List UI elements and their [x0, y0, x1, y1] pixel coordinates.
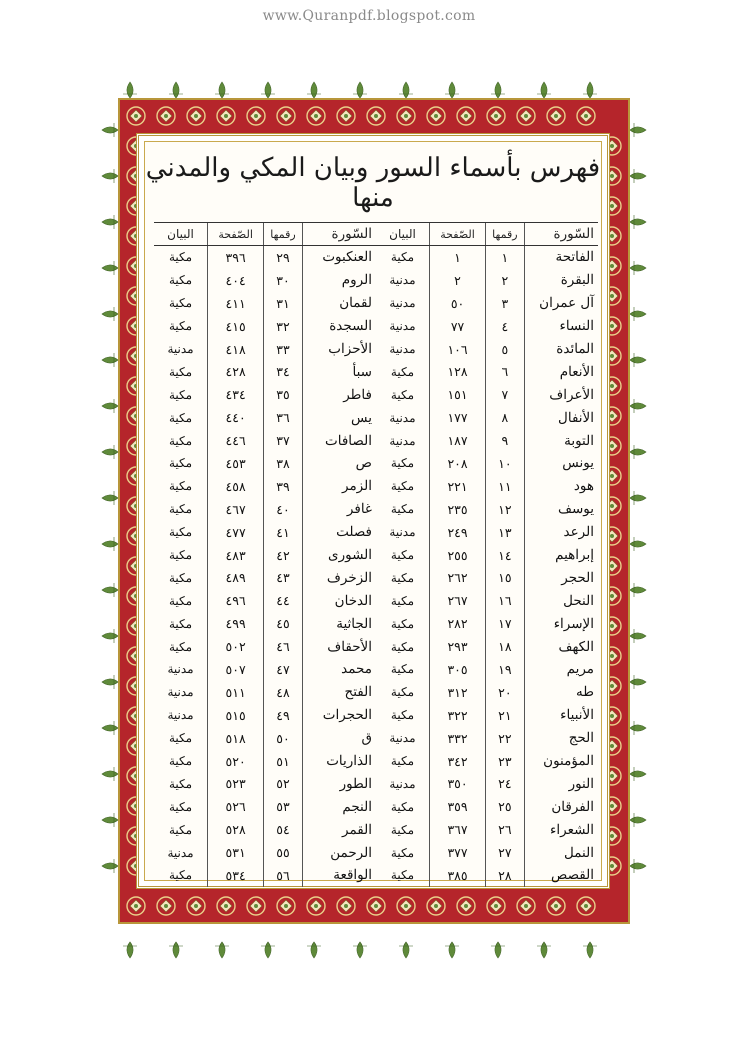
- surah-name: الأحقاف: [327, 638, 372, 655]
- surah-number: ١٥: [486, 566, 525, 589]
- surah-name: الرحمن: [330, 844, 372, 861]
- surah-type: مكية: [154, 498, 208, 521]
- surah-name: المؤمنون: [543, 753, 594, 770]
- surah-type: مكية: [154, 383, 208, 406]
- surah-type: مكية: [376, 452, 429, 475]
- surah-name: الرعد: [563, 524, 594, 541]
- surah-number: ٢٤: [486, 772, 525, 795]
- table-row: [154, 566, 376, 589]
- surah-name: الكهف: [558, 638, 594, 655]
- surah-type: مدنية: [376, 406, 429, 429]
- surah-name: الأعراف: [549, 386, 594, 403]
- surah-name: الفاتحة: [555, 249, 594, 266]
- surah-name: القصص: [551, 867, 594, 884]
- surah-number: ٤٢: [264, 544, 303, 567]
- table-row: [154, 658, 376, 681]
- surah-type: مكية: [376, 635, 429, 658]
- surah-number: ٣: [486, 292, 525, 315]
- surah-name: الإسراء: [553, 615, 594, 632]
- surah-page: ١: [429, 246, 485, 269]
- surah-name: السجدة: [329, 318, 372, 335]
- table-row: [376, 429, 598, 452]
- surah-number: ١٤: [486, 544, 525, 567]
- surah-number: ٤٨: [264, 681, 303, 704]
- table-row: [154, 864, 376, 887]
- surah-number: ٣٠: [264, 269, 303, 292]
- surah-page: ٤٩٦: [208, 589, 264, 612]
- table-row: [154, 681, 376, 704]
- table-row: [376, 818, 598, 841]
- surah-page: ١٥١: [429, 383, 485, 406]
- surah-number: ٢٦: [486, 818, 525, 841]
- surah-number: ٥٦: [264, 864, 303, 887]
- surah-number: ٢٥: [486, 795, 525, 818]
- table-row: [376, 727, 598, 750]
- surah-type: مكية: [154, 772, 208, 795]
- surah-page: ٣٦٧: [429, 818, 485, 841]
- table-row: [154, 383, 376, 406]
- surah-page: ٣٢٢: [429, 704, 485, 727]
- surah-number: ١٦: [486, 589, 525, 612]
- surah-type: مكية: [154, 750, 208, 773]
- surah-number: ٣٣: [264, 338, 303, 361]
- surah-type: مكية: [154, 269, 208, 292]
- surah-name: لقمان: [339, 295, 372, 312]
- surah-number: ٢٢: [486, 727, 525, 750]
- table-row: [376, 498, 598, 521]
- table-row: [376, 475, 598, 498]
- surah-name: ق: [361, 730, 372, 747]
- surah-page: ٣٩٦: [208, 246, 264, 269]
- surah-name: سبأ: [352, 363, 372, 380]
- surah-number: ٢٩: [264, 246, 303, 269]
- table-row: [154, 452, 376, 475]
- table-row: [376, 544, 598, 567]
- surah-page: ٥١٥: [208, 704, 264, 727]
- surah-name: الفتح: [344, 684, 372, 701]
- surah-name: الدخان: [334, 592, 372, 609]
- surah-name: الذاريات: [326, 753, 372, 770]
- column-header-page: الصّفحة: [429, 223, 485, 246]
- surah-name: الأحزاب: [328, 341, 372, 357]
- table-row: [154, 498, 376, 521]
- table-row: [376, 704, 598, 727]
- surah-name: يونس: [562, 455, 594, 472]
- surah-number: ٥٥: [264, 841, 303, 864]
- surah-number: ٤٠: [264, 498, 303, 521]
- surah-table-right: [376, 222, 598, 882]
- surah-number: ٣٥: [264, 383, 303, 406]
- surah-type: مكية: [154, 360, 208, 383]
- surah-page: ٤١٥: [208, 315, 264, 338]
- surah-page: ٥١١: [208, 681, 264, 704]
- surah-page: ٢٦٧: [429, 589, 485, 612]
- surah-name: طه: [576, 684, 594, 701]
- surah-type: مكية: [154, 521, 208, 544]
- surah-type: مكية: [154, 475, 208, 498]
- surah-name: يس: [351, 409, 372, 426]
- surah-number: ١٣: [486, 521, 525, 544]
- table-row: [154, 635, 376, 658]
- surah-page: ٢٨٢: [429, 612, 485, 635]
- surah-number: ١٢: [486, 498, 525, 521]
- surah-page: ٤٥٣: [208, 452, 264, 475]
- surah-name: النساء: [559, 318, 594, 335]
- surah-page: ١٧٧: [429, 406, 485, 429]
- column-header-surah: السّورة: [302, 223, 376, 246]
- surah-number: ٣٩: [264, 475, 303, 498]
- surah-type: مكية: [376, 566, 429, 589]
- surah-type: مكية: [154, 452, 208, 475]
- surah-number: ١١: [486, 475, 525, 498]
- surah-type: مكية: [376, 383, 429, 406]
- surah-page: ١٨٧: [429, 429, 485, 452]
- surah-type: مكية: [376, 864, 429, 887]
- surah-number: ٢٨: [486, 864, 525, 887]
- surah-page: ٥٠٢: [208, 635, 264, 658]
- surah-name: يوسف: [557, 501, 594, 518]
- surah-number: ٤١: [264, 521, 303, 544]
- surah-page: ٥٢٨: [208, 818, 264, 841]
- surah-name: النجم: [342, 798, 372, 815]
- surah-name: الصافات: [325, 432, 372, 449]
- surah-type: مكية: [376, 795, 429, 818]
- surah-type: مكية: [376, 750, 429, 773]
- table-row: [376, 589, 598, 612]
- surah-name: مريم: [566, 661, 594, 678]
- surah-name: المائدة: [556, 341, 594, 357]
- surah-number: ٨: [486, 406, 525, 429]
- surah-type: مدنية: [154, 338, 208, 361]
- surah-type: مكية: [376, 475, 429, 498]
- table-row: [376, 406, 598, 429]
- table-header-row: [154, 223, 376, 246]
- surah-page: ٥٢٠: [208, 750, 264, 773]
- table-row: [376, 292, 598, 315]
- table-row: [154, 475, 376, 498]
- table-row: [154, 292, 376, 315]
- surah-number: ٦: [486, 360, 525, 383]
- table-row: [376, 795, 598, 818]
- surah-name: القمر: [342, 821, 372, 838]
- surah-name: الشعراء: [550, 821, 594, 838]
- surah-type: مكية: [154, 795, 208, 818]
- surah-type: مكية: [376, 818, 429, 841]
- surah-number: ١٧: [486, 612, 525, 635]
- surah-name: الزخرف: [326, 569, 372, 586]
- surah-page: ٤٨٩: [208, 566, 264, 589]
- surah-type: مكية: [154, 246, 208, 269]
- table-row: [376, 315, 598, 338]
- surah-type: مكية: [154, 406, 208, 429]
- surah-number: ٤٣: [264, 566, 303, 589]
- surah-number: ٥٠: [264, 727, 303, 750]
- surah-name: الحج: [568, 730, 594, 747]
- surah-type: مكية: [376, 841, 429, 864]
- surah-page: ٣٥٠: [429, 772, 485, 795]
- table-row: [154, 704, 376, 727]
- table-row: [376, 681, 598, 704]
- surah-name: فصلت: [336, 524, 372, 541]
- column-header-type: البيان: [154, 223, 208, 246]
- table-row: [376, 246, 598, 269]
- surah-number: ٤٥: [264, 612, 303, 635]
- surah-page: ٥٠: [429, 292, 485, 315]
- surah-name: الأنعام: [559, 363, 594, 380]
- table-row: [154, 750, 376, 773]
- surah-number: ٤: [486, 315, 525, 338]
- surah-name: الحجر: [561, 569, 594, 586]
- surah-name: فاطر: [343, 386, 372, 403]
- surah-name: الأنبياء: [560, 707, 594, 724]
- surah-page: ٣٨٥: [429, 864, 485, 887]
- table-row: [376, 383, 598, 406]
- surah-page: ١٢٨: [429, 360, 485, 383]
- surah-type: مدنية: [376, 338, 429, 361]
- table-row: [376, 452, 598, 475]
- surah-number: ١٠: [486, 452, 525, 475]
- surah-number: ٤٧: [264, 658, 303, 681]
- table-row: [376, 772, 598, 795]
- surah-type: مكية: [376, 681, 429, 704]
- surah-page: ٢٩٣: [429, 635, 485, 658]
- surah-type: مكية: [376, 658, 429, 681]
- table-row: [154, 589, 376, 612]
- table-row: [154, 841, 376, 864]
- page-title: فهرس بأسماء السور وبيان المكي والمدني منها: [145, 153, 601, 213]
- table-row: [154, 818, 376, 841]
- surah-number: ٤٦: [264, 635, 303, 658]
- surah-page: ٥١٨: [208, 727, 264, 750]
- table-row: [154, 406, 376, 429]
- surah-page: ٥٢٣: [208, 772, 264, 795]
- surah-number: ٣٨: [264, 452, 303, 475]
- surah-type: مكية: [154, 635, 208, 658]
- table-row: [376, 864, 598, 887]
- surah-type: مدنية: [376, 315, 429, 338]
- surah-number: ٥٢: [264, 772, 303, 795]
- surah-page: ٢٣٥: [429, 498, 485, 521]
- surah-type: مكية: [154, 589, 208, 612]
- surah-name: الطور: [339, 775, 372, 792]
- surah-type: مكية: [154, 292, 208, 315]
- surah-name: الجاثية: [336, 615, 372, 632]
- table-row: [154, 544, 376, 567]
- table-row: [376, 521, 598, 544]
- surah-page: ٣٤٢: [429, 750, 485, 773]
- table-header-row: [376, 223, 598, 246]
- surah-page: ١٠٦: [429, 338, 485, 361]
- surah-page: ٤١١: [208, 292, 264, 315]
- surah-number: ٣٧: [264, 429, 303, 452]
- surah-page: ٧٧: [429, 315, 485, 338]
- surah-page: ٥٣١: [208, 841, 264, 864]
- table-row: [376, 338, 598, 361]
- surah-type: مكية: [154, 315, 208, 338]
- table-row: [154, 360, 376, 383]
- surah-page: ٣٧٧: [429, 841, 485, 864]
- surah-type: مكية: [154, 544, 208, 567]
- surah-type: مدنية: [376, 727, 429, 750]
- surah-name: محمد: [341, 661, 372, 678]
- surah-number: ٤٩: [264, 704, 303, 727]
- surah-name: ص: [355, 455, 372, 472]
- column-header-number: رقمها: [486, 223, 525, 246]
- surah-type: مكية: [376, 544, 429, 567]
- table-row: [154, 269, 376, 292]
- surah-page: ٥٠٧: [208, 658, 264, 681]
- surah-page: ٥٢٦: [208, 795, 264, 818]
- table-row: [154, 521, 376, 544]
- surah-number: ١: [486, 246, 525, 269]
- surah-page: ٤٣٤: [208, 383, 264, 406]
- surah-page: ٢٢١: [429, 475, 485, 498]
- surah-type: مدنية: [376, 292, 429, 315]
- surah-number: ١٨: [486, 635, 525, 658]
- surah-name: إبراهيم: [555, 547, 594, 564]
- surah-number: ٢٣: [486, 750, 525, 773]
- surah-name: النور: [568, 775, 594, 792]
- table-row: [376, 658, 598, 681]
- table-row: [154, 727, 376, 750]
- surah-number: ٢: [486, 269, 525, 292]
- surah-page: ٤٠٤: [208, 269, 264, 292]
- surah-type: مكية: [376, 704, 429, 727]
- surah-type: مكية: [154, 818, 208, 841]
- surah-number: ٩: [486, 429, 525, 452]
- surah-page: ٤١٨: [208, 338, 264, 361]
- surah-name: الأنفال: [558, 409, 594, 426]
- surah-name: هود: [573, 478, 594, 495]
- surah-number: ٥: [486, 338, 525, 361]
- surah-type: مدنية: [376, 269, 429, 292]
- surah-type: مكية: [376, 589, 429, 612]
- surah-number: ٤٤: [264, 589, 303, 612]
- table-row: [154, 795, 376, 818]
- surah-number: ٢٠: [486, 681, 525, 704]
- surah-name: الشورى: [328, 547, 372, 564]
- surah-type: مدنية: [154, 841, 208, 864]
- table-row: [154, 772, 376, 795]
- surah-type: مدنية: [154, 704, 208, 727]
- surah-name: العنكبوت: [322, 249, 372, 266]
- surah-page: ٤٢٨: [208, 360, 264, 383]
- surah-type: مكية: [376, 612, 429, 635]
- surah-name: آل عمران: [539, 295, 594, 312]
- table-row: [154, 429, 376, 452]
- surah-name: الفرقان: [551, 798, 594, 815]
- table-row: [376, 360, 598, 383]
- surah-type: مدنية: [376, 429, 429, 452]
- table-row: [376, 566, 598, 589]
- surah-number: ١٩: [486, 658, 525, 681]
- surah-page: ٢٠٨: [429, 452, 485, 475]
- surah-page: ٣٠٥: [429, 658, 485, 681]
- surah-type: مكية: [154, 612, 208, 635]
- surah-number: ٥٤: [264, 818, 303, 841]
- table-row: [376, 269, 598, 292]
- surah-page: ٤٩٩: [208, 612, 264, 635]
- surah-page: ٤٨٣: [208, 544, 264, 567]
- surah-type: مكية: [154, 864, 208, 887]
- surah-page: ٢: [429, 269, 485, 292]
- surah-type: مدنية: [154, 658, 208, 681]
- surah-type: مكية: [376, 246, 429, 269]
- surah-name: الزمر: [342, 478, 372, 495]
- surah-name: التوبة: [564, 432, 594, 449]
- surah-page: ٤٦٧: [208, 498, 264, 521]
- surah-name: البقرة: [560, 272, 594, 289]
- surah-number: ٥١: [264, 750, 303, 773]
- surah-type: مكية: [154, 727, 208, 750]
- surah-page: ٣٥٩: [429, 795, 485, 818]
- column-header-page: الصّفحة: [208, 223, 264, 246]
- surah-page: ٢٥٥: [429, 544, 485, 567]
- surah-name: الحجرات: [322, 707, 372, 724]
- surah-page: ٢٦٢: [429, 566, 485, 589]
- surah-number: ٣٤: [264, 360, 303, 383]
- surah-page: ٥٣٤: [208, 864, 264, 887]
- surah-page: ٤٥٨: [208, 475, 264, 498]
- surah-number: ٣٢: [264, 315, 303, 338]
- table-row: [376, 612, 598, 635]
- surah-page: ٣١٢: [429, 681, 485, 704]
- table-row: [154, 612, 376, 635]
- surah-page: ٤٤٦: [208, 429, 264, 452]
- surah-name: النمل: [564, 844, 594, 861]
- surah-number: ٣٦: [264, 406, 303, 429]
- surah-name: الروم: [341, 272, 372, 289]
- column-header-surah: السّورة: [524, 223, 598, 246]
- surah-name: النحل: [563, 592, 594, 609]
- surah-number: ٧: [486, 383, 525, 406]
- surah-type: مدنية: [376, 521, 429, 544]
- surah-table-left: [154, 222, 376, 882]
- surah-number: ٢١: [486, 704, 525, 727]
- column-header-type: البيان: [376, 223, 429, 246]
- surah-page: ٤٤٠: [208, 406, 264, 429]
- surah-type: مدنية: [376, 772, 429, 795]
- watermark-url: www.Quranpdf.blogspot.com: [262, 8, 476, 24]
- table-row: [154, 315, 376, 338]
- surah-type: مكية: [376, 360, 429, 383]
- surah-page: ٤٧٧: [208, 521, 264, 544]
- surah-type: مكية: [154, 429, 208, 452]
- surah-number: ٢٧: [486, 841, 525, 864]
- surah-name: غافر: [346, 501, 372, 518]
- surah-name: الواقعة: [333, 867, 372, 884]
- surah-type: مدنية: [154, 681, 208, 704]
- surah-type: مكية: [154, 566, 208, 589]
- table-row: [154, 338, 376, 361]
- surah-number: ٣١: [264, 292, 303, 315]
- surah-page: ٣٣٢: [429, 727, 485, 750]
- surah-type: مكية: [376, 498, 429, 521]
- table-row: [376, 841, 598, 864]
- surah-page: ٢٤٩: [429, 521, 485, 544]
- column-header-number: رقمها: [264, 223, 303, 246]
- table-row: [154, 246, 376, 269]
- table-row: [376, 635, 598, 658]
- table-row: [376, 750, 598, 773]
- surah-number: ٥٣: [264, 795, 303, 818]
